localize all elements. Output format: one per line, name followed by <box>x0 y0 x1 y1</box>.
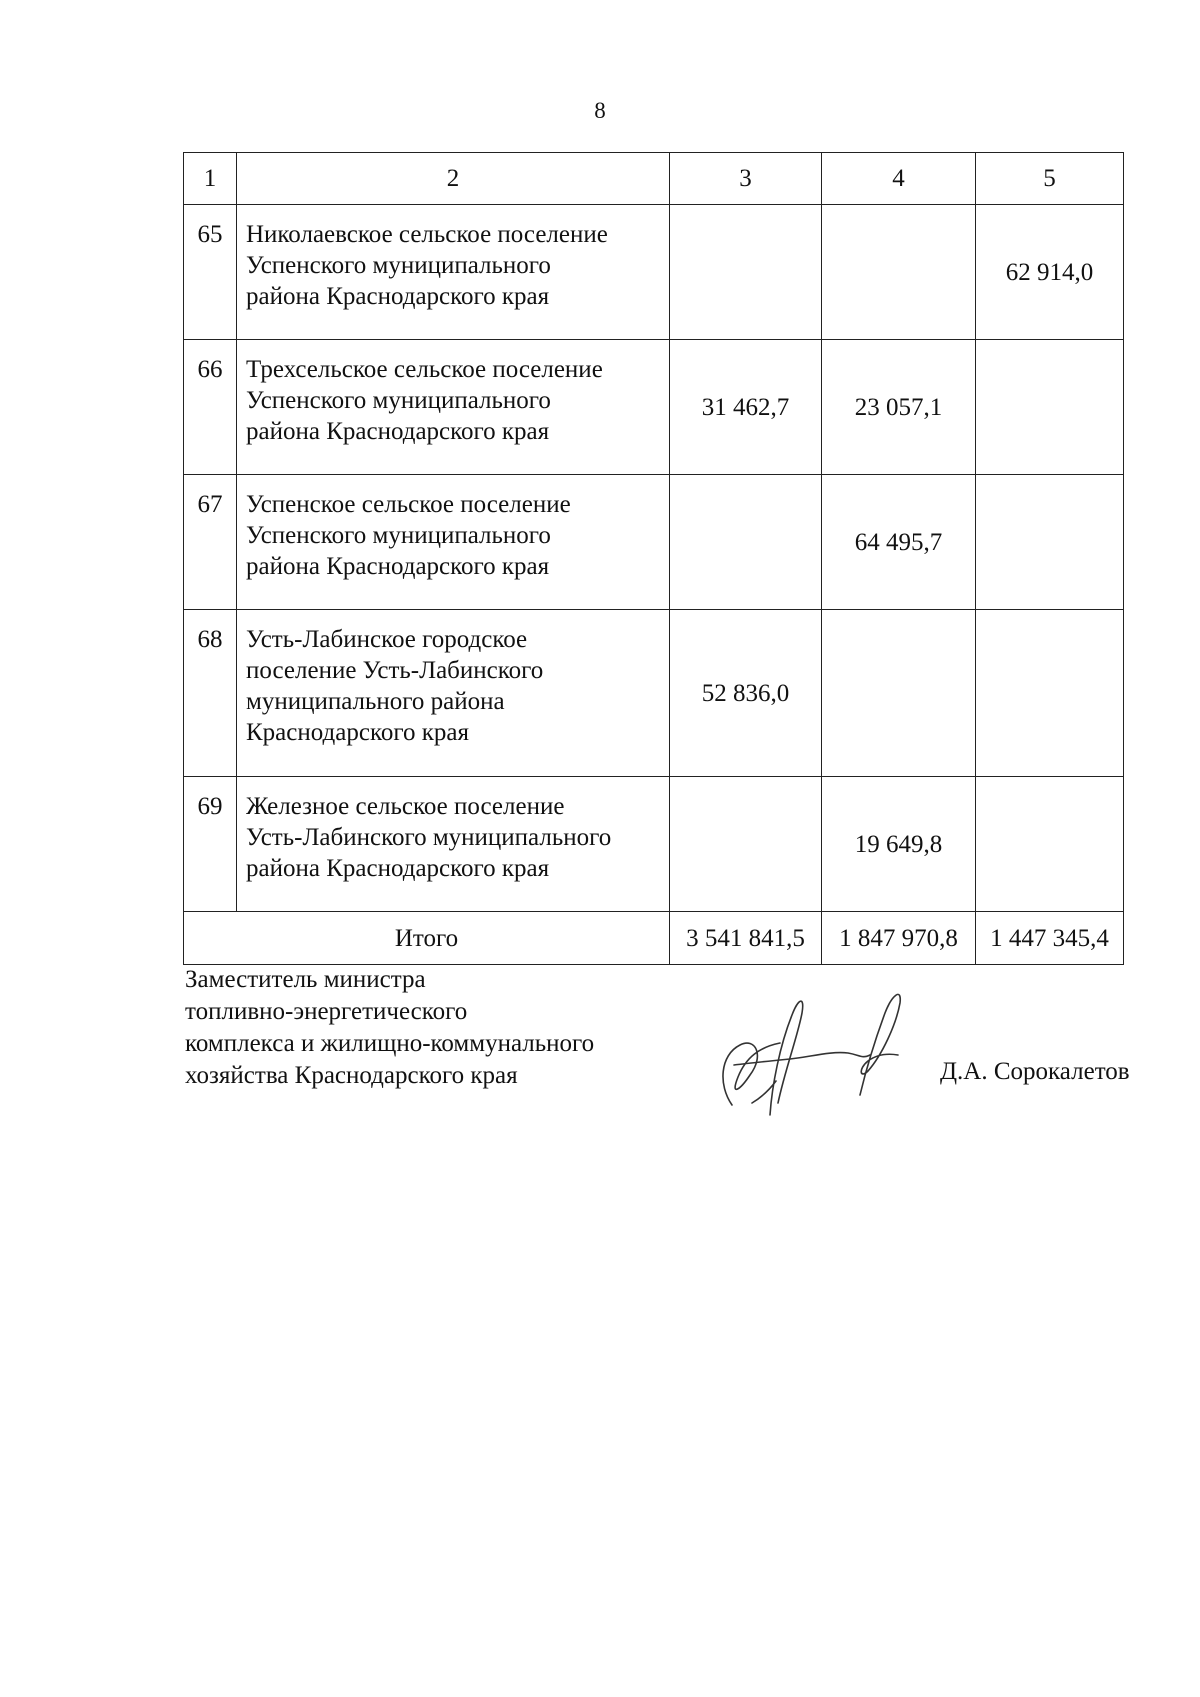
value-col5: 62 914,0 <box>976 205 1124 340</box>
settlement-name <box>237 777 670 912</box>
title-line: комплекса и жилищно-коммунального <box>185 1030 595 1057</box>
value-col3 <box>670 205 822 340</box>
page-number: 8 <box>594 98 606 123</box>
name-line: Успенского муниципального <box>246 522 551 549</box>
value-col4 <box>822 610 976 777</box>
name-line: Железное сельское поселение <box>246 793 565 820</box>
name-line: района Краснодарского края <box>246 283 550 310</box>
value-col3 <box>670 777 822 912</box>
allocation-table <box>183 152 1124 965</box>
name-line: Краснодарского края <box>246 719 469 746</box>
row-number: 65 <box>184 205 237 340</box>
total-row <box>184 912 1124 965</box>
value-col5 <box>976 475 1124 610</box>
settlement-name <box>237 475 670 610</box>
header-cell: 1 <box>184 153 237 205</box>
signatory-title <box>185 964 594 1092</box>
table-header-row <box>184 153 1124 205</box>
row-number: 69 <box>184 777 237 912</box>
title-line: топливно-энергетического <box>185 998 468 1025</box>
table-row <box>184 610 1124 777</box>
total-col4: 1 847 970,8 <box>822 912 976 965</box>
value-col4: 19 649,8 <box>822 777 976 912</box>
name-line: Трехсельское сельское поселение <box>246 356 603 383</box>
name-line: Николаевское сельское поселение <box>246 221 608 248</box>
header-cell: 5 <box>976 153 1124 205</box>
name-line: Успенского муниципального <box>246 252 551 279</box>
header-cell: 2 <box>237 153 670 205</box>
value-col4: 23 057,1 <box>822 340 976 475</box>
settlement-name <box>237 610 670 777</box>
settlement-name <box>237 205 670 340</box>
name-line: района Краснодарского края <box>246 553 550 580</box>
name-line: Успенского муниципального <box>246 387 551 414</box>
row-number: 68 <box>184 610 237 777</box>
title-line: хозяйства Краснодарского края <box>185 1062 518 1089</box>
name-line: Успенское сельское поселение <box>246 491 571 518</box>
name-line: района Краснодарского края <box>246 418 550 445</box>
total-col5: 1 447 345,4 <box>976 912 1124 965</box>
settlement-name <box>237 340 670 475</box>
total-label: Итого <box>184 912 670 965</box>
table-row <box>184 777 1124 912</box>
value-col3: 52 836,0 <box>670 610 822 777</box>
row-number: 66 <box>184 340 237 475</box>
value-col5 <box>976 777 1124 912</box>
value-col5 <box>976 610 1124 777</box>
title-line: Заместитель министра <box>185 966 426 993</box>
table-row <box>184 205 1124 340</box>
header-cell: 3 <box>670 153 822 205</box>
table-row <box>184 475 1124 610</box>
header-cell: 4 <box>822 153 976 205</box>
handwritten-signature <box>710 985 930 1125</box>
value-col5 <box>976 340 1124 475</box>
value-col3 <box>670 475 822 610</box>
name-line: поселение Усть-Лабинского <box>246 657 544 684</box>
name-line: муниципального района <box>246 688 505 715</box>
row-number: 67 <box>184 475 237 610</box>
name-line: района Краснодарского края <box>246 855 550 882</box>
name-line: Усть-Лабинское городское <box>246 626 528 653</box>
signatory-name: Д.А. Сорокалетов <box>940 1058 1130 1085</box>
value-col3: 31 462,7 <box>670 340 822 475</box>
value-col4: 64 495,7 <box>822 475 976 610</box>
value-col4 <box>822 205 976 340</box>
table-row <box>184 340 1124 475</box>
total-col3: 3 541 841,5 <box>670 912 822 965</box>
name-line: Усть-Лабинского муниципального <box>246 824 612 851</box>
